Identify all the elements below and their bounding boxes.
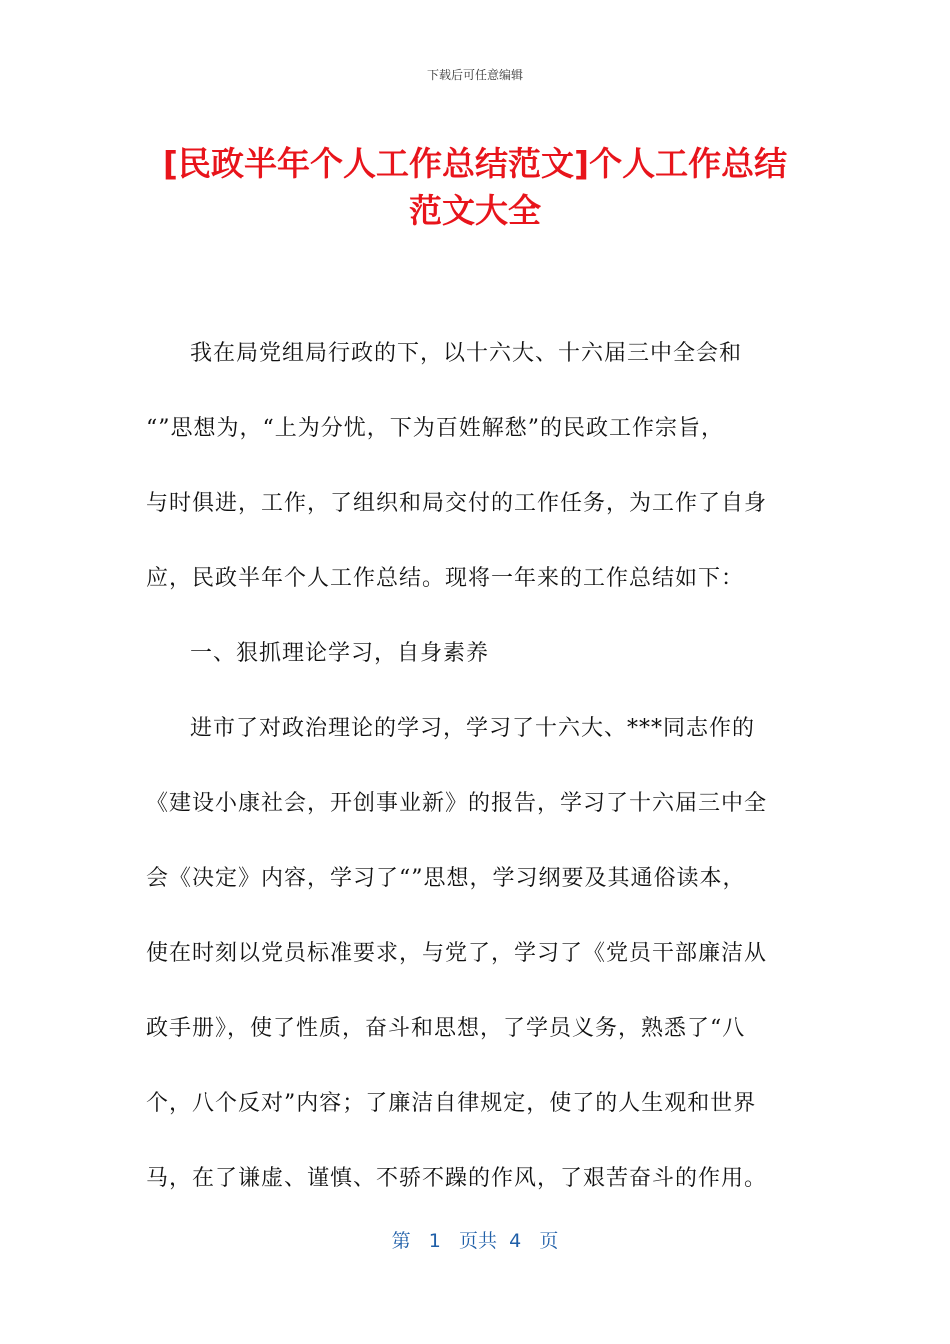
page-current: 1 bbox=[428, 1230, 441, 1252]
page-footer bbox=[0, 1226, 950, 1253]
document-title bbox=[120, 140, 830, 234]
page-label-prefix: 第 bbox=[391, 1230, 411, 1252]
title-line-2: 范文大全 bbox=[409, 191, 541, 230]
text-line: “”思想为，“上为分忧，下为百姓解愁”的民政工作宗旨， bbox=[146, 416, 724, 441]
text-line: 会《决定》内容，学习了“”思想，学习纲要及其通俗读本， bbox=[146, 866, 746, 891]
page-label-suffix: 页 bbox=[539, 1230, 559, 1252]
header-note: 下载后可任意编辑 bbox=[426, 68, 523, 82]
text-line: 与时俱进，工作，了组织和局交付的工作任务，为工作了自身 bbox=[146, 491, 768, 516]
text-line: 政手册》，使了性质，奋斗和思想，了学员义务，熟悉了“八 bbox=[146, 1016, 746, 1041]
text-line: 使在时刻以党员标准要求，与党了，学习了《党员干部廉洁从 bbox=[146, 941, 768, 966]
page-total: 4 bbox=[509, 1230, 522, 1252]
text-line: 个，八个反对”内容；了廉洁自律规定，使了的人生观和世界 bbox=[146, 1091, 757, 1116]
text-line: 《建设小康社会，开创事业新》的报告，学习了十六届三中全 bbox=[146, 791, 768, 816]
document-body bbox=[146, 316, 796, 1216]
text-line: 我在局党组局行政的下，以十六大、十六届三中全会和 bbox=[190, 341, 743, 366]
text-line: 应，民政半年个人工作总结。现将一年来的工作总结如下： bbox=[146, 566, 745, 591]
section-heading-1 bbox=[146, 616, 796, 691]
title-line-1: [民政半年个人工作总结范文]个人工作总结 bbox=[162, 144, 788, 183]
page-label-middle: 页共 bbox=[459, 1230, 498, 1252]
text-line: 一、狠抓理论学习，自身素养 bbox=[190, 641, 490, 666]
text-line: 进市了对政治理论的学习，学习了十六大、***同志作的 bbox=[190, 716, 756, 741]
paragraph-2 bbox=[146, 691, 796, 1216]
paragraph-1 bbox=[146, 316, 796, 616]
text-line: 马，在了谦虚、谨慎、不骄不躁的作风，了艰苦奋斗的作用。 bbox=[146, 1166, 768, 1191]
